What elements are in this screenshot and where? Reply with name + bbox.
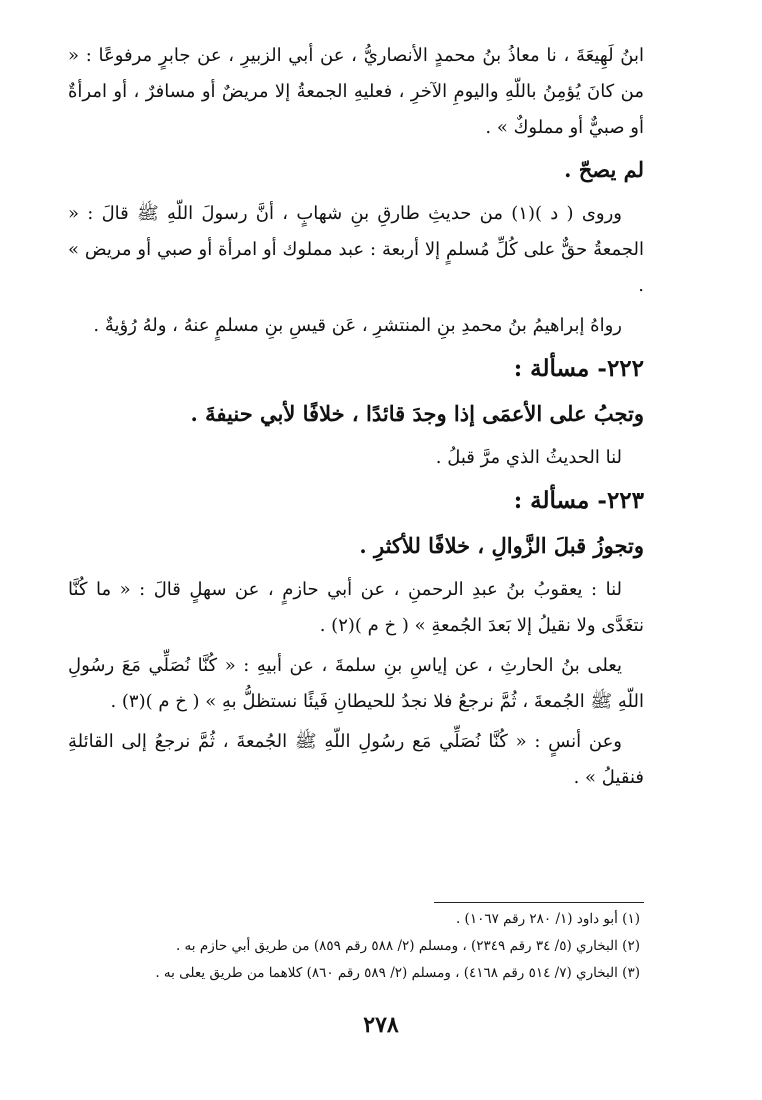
hadith-paragraph-2: وروى ( د )(١) من حديثِ طارقِ بنِ شهابٍ ، أنَّ رسولَ اللّهِ ﷺ قالَ : « الجمعةُ حقٌّ على كُلِّ مُسلمٍ إلا أربعة : عبد مملوك أو امرأة أو صبي أو مريض » . bbox=[68, 203, 644, 296]
masala-223-statement: وتجوزُ قبلَ الزَّوالِ ، خلافًا للأكثرِ . bbox=[359, 533, 644, 558]
masala-222-evidence: لنا الحديثُ الذي مرَّ قبلُ . bbox=[435, 447, 622, 468]
hadith-paragraph-sahl: لنا : يعقوبُ بنُ عبدِ الرحمنِ ، عن أبي حازمٍ ، عن سهلٍ قالَ : « ما كُنَّا نتغَدَّى ولا نقيلُ إلا بَعدَ الجُمعةِ » ( خ م )(٢) . bbox=[68, 579, 644, 636]
footnote-divider bbox=[434, 902, 644, 903]
narration-note: رواهُ إبراهيمُ بنُ محمدِ بنِ المنتشرِ ، عَن قيسِ بنِ مسلمٍ عنهُ ، ولهُ رُؤيةٌ . bbox=[93, 315, 622, 336]
hadith-paragraph-salama: يعلى بنُ الحارثِ ، عن إياسِ بنِ سلمةَ ، عن أبيهِ : « كُنَّا نُصَلِّي مَعَ رسُولِ اللّهِ ﷺ الجُمعةَ ، ثُمَّ نرجعُ فلا نجدُ للحيطانِ فَيئًا نستظلُّ بهِ » ( خ م )(٣) . bbox=[68, 655, 644, 712]
footnote-1: (١) أبو داود (١/ ٢٨٠ رقم ١٠٦٧) . bbox=[455, 911, 640, 927]
footnotes bbox=[60, 906, 640, 987]
masala-heading-222: ٢٢٢- مسألة : bbox=[513, 355, 644, 382]
page-number: ٢٧٨ bbox=[363, 1012, 399, 1038]
hadith-paragraph-anas: وعن أنسٍ : « كُنَّا نُصَلِّي مَع رسُولِ اللّهِ ﷺ الجُمعةَ ، ثُمَّ نرجعُ إلى القائلةِ فنقيلُ » . bbox=[68, 731, 644, 788]
masala-heading-223: ٢٢٣- مسألة : bbox=[513, 487, 644, 514]
ruling-no-sahih: لم يصحّ . bbox=[564, 157, 644, 182]
hadith-paragraph-1: ابنُ لَهِيعَةَ ، نا معاذُ بنُ محمدٍ الأنصاريُّ ، عن أبي الزبيرِ ، عن جابرٍ مرفوعًا : « من كانَ يُؤمِنُ باللّهِ واليومِ الآخرِ ، فعليهِ الجمعةُ إلا مريضٌ أو مسافرٌ ، أو امرأةٌ أو صبيٌّ أو مملوكٌ » . bbox=[68, 45, 644, 138]
masala-222-statement: وتجبُ على الأعمَى إذا وجدَ قائدًا ، خلافًا لأبي حنيفةَ . bbox=[190, 401, 644, 426]
footnote-2: (٢) البخاري (٥/ ٣٤ رقم ٢٣٤٩) ، ومسلم (٢/ ٥٨٨ رقم ٨٥٩) من طريق أبي حازم به . bbox=[175, 938, 640, 954]
main-text bbox=[68, 38, 644, 800]
footnote-3: (٣) البخاري (٧/ ٥١٤ رقم ٤١٦٨) ، ومسلم (٢/ ٥٨٩ رقم ٨٦٠) كلاهما من طريق يعلى به . bbox=[155, 965, 640, 981]
